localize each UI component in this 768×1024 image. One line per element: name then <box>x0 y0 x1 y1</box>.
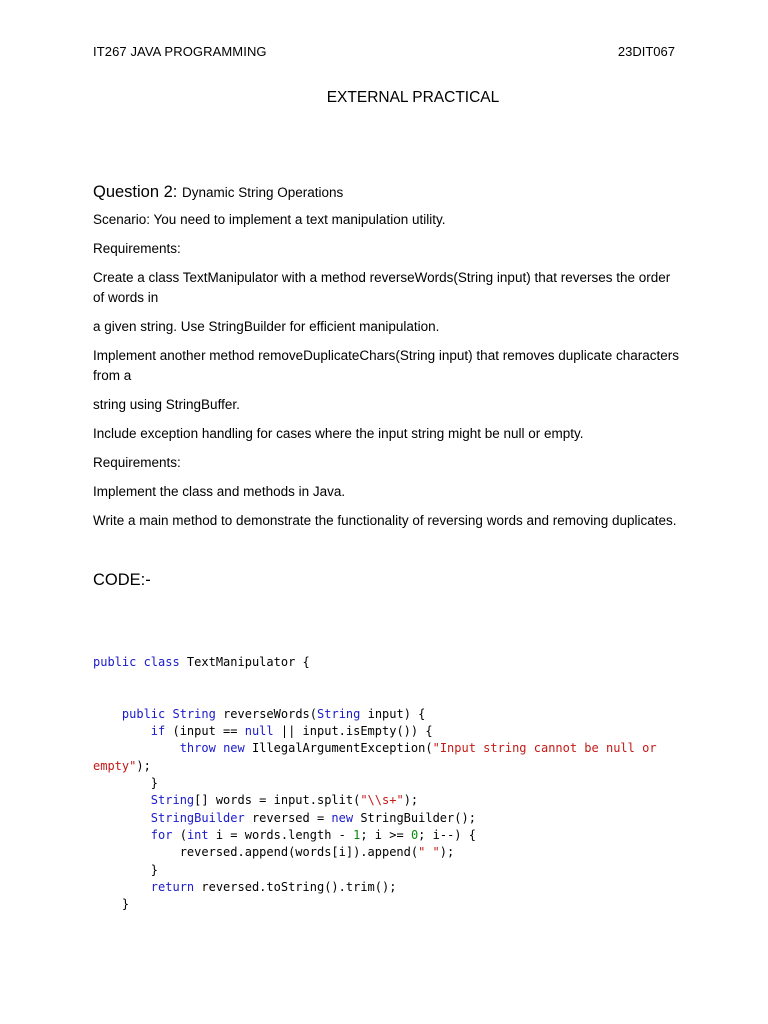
student-id-header: 23DIT067 <box>617 44 675 59</box>
code-keyword: if <box>150 724 166 739</box>
code-text: StringBuilder(); <box>353 810 476 825</box>
code-text <box>93 741 180 755</box>
code-string: " " <box>418 845 440 860</box>
code-text: [] words = input.split( <box>194 793 361 808</box>
code-text: ; i >= <box>360 827 411 842</box>
code-keyword: new <box>223 741 245 756</box>
code-string: empty" <box>93 758 137 773</box>
code-text <box>165 707 172 721</box>
code-text: } <box>93 776 159 791</box>
code-keyword: for <box>150 827 173 842</box>
code-keyword: throw <box>179 741 216 756</box>
code-text: ; i--) { <box>418 827 476 842</box>
code-line <box>93 741 657 755</box>
code-text <box>93 811 151 825</box>
code-line <box>93 707 425 721</box>
code-heading: CODE:- <box>93 571 151 589</box>
code-text: } <box>93 862 159 877</box>
code-line <box>93 880 396 894</box>
code-text: reversed.toString().trim(); <box>194 879 397 894</box>
document-title: EXTERNAL PRACTICAL <box>326 89 500 106</box>
code-line <box>93 724 433 738</box>
code-line <box>93 793 418 807</box>
code-text: i = words.length - <box>208 827 354 842</box>
paragraph: Implement another method removeDuplicateChars(String input) that removes duplicate characters from a <box>93 348 680 383</box>
paragraph: Implement the class and methods in Java. <box>93 484 346 499</box>
code-text: reverseWords( <box>215 706 318 721</box>
code-keyword: String <box>150 793 195 808</box>
code-string: "\\s+" <box>360 793 404 808</box>
code-keyword: int <box>186 827 209 842</box>
code-text <box>93 707 122 721</box>
code-text: input) { <box>360 706 426 721</box>
code-keyword: String <box>172 706 216 721</box>
code-text <box>93 724 151 738</box>
code-keyword: new <box>331 810 354 825</box>
code-line <box>93 776 158 790</box>
paragraph: Requirements: <box>93 455 181 470</box>
paragraph: Scenario: You need to implement a text manipulation utility. <box>93 212 446 227</box>
question-heading <box>93 183 683 202</box>
code-text <box>93 880 151 894</box>
code-keyword: public class <box>93 655 180 669</box>
code-keyword: StringBuilder <box>150 810 245 825</box>
question-body <box>93 210 683 531</box>
code-text: (input == <box>165 724 245 739</box>
paragraph: Include exception handling for cases where the input string might be null or empty. <box>93 426 584 441</box>
code-text <box>93 828 151 842</box>
code-text <box>93 793 151 807</box>
code-text: ); <box>439 845 455 860</box>
code-keyword: public <box>121 706 166 721</box>
code-line <box>93 863 158 877</box>
question-section <box>93 183 683 590</box>
code-string: "Input string cannot be null or <box>432 741 657 756</box>
code-line <box>93 759 151 773</box>
paragraph: a given string. Use StringBuilder for efficient manipulation. <box>93 319 440 334</box>
code-line <box>93 845 454 859</box>
code-text: } <box>93 897 130 912</box>
paragraph: string using StringBuffer. <box>93 397 240 412</box>
code-text: reversed.append(words[i]).append( <box>93 845 419 860</box>
course-header: IT267 JAVA PROGRAMMING <box>93 44 267 59</box>
code-line <box>93 655 310 669</box>
code-keyword: String <box>317 706 361 721</box>
question-topic: Dynamic String Operations <box>181 185 344 200</box>
code-text: IllegalArgumentException( <box>244 741 433 756</box>
code-text: ); <box>136 758 151 773</box>
paragraph: Create a class TextManipulator with a method reverseWords(String input) that reverses the order of words in <box>93 270 671 305</box>
code-text: TextManipulator { <box>179 655 310 669</box>
code-number: 0 <box>410 827 419 842</box>
code-text: ( <box>172 827 187 842</box>
code-line <box>93 897 129 911</box>
code-text <box>216 741 223 755</box>
code-text: ); <box>403 793 419 808</box>
question-label: Question 2: <box>93 183 178 201</box>
paragraph: Write a main method to demonstrate the functionality of reversing words and removing duplicates. <box>93 513 677 528</box>
paragraph: Requirements: <box>93 241 181 256</box>
code-keyword: null <box>244 724 274 739</box>
code-block <box>93 654 693 913</box>
code-keyword: return <box>150 879 195 894</box>
code-line <box>93 811 476 825</box>
code-text: || input.isEmpty()) { <box>273 724 433 739</box>
code-text: reversed = <box>244 810 332 825</box>
code-line <box>93 828 476 842</box>
code-number: 1 <box>353 827 361 842</box>
